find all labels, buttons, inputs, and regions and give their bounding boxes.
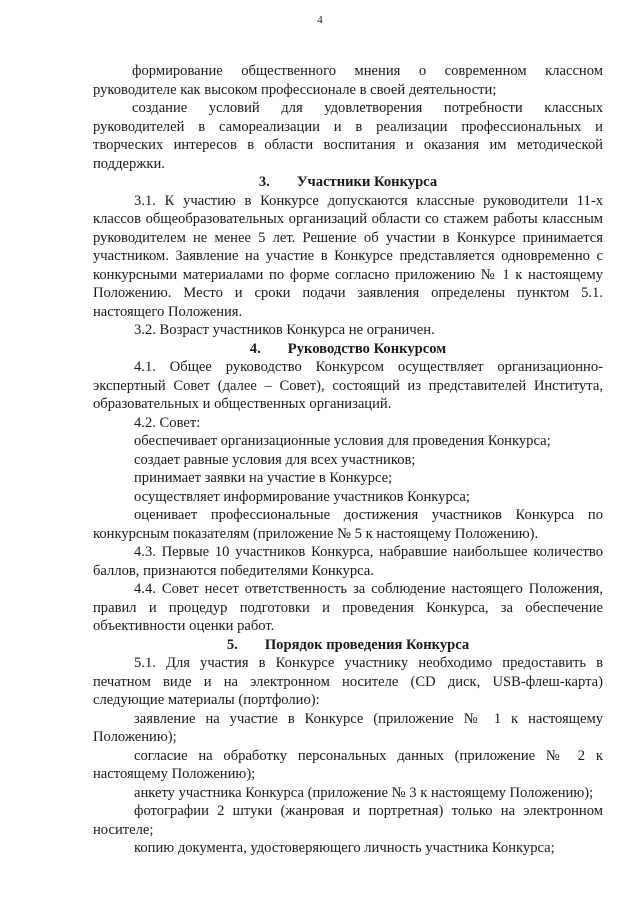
paragraph: фотографии 2 штуки (жанровая и портретная) только на электронном носителе; <box>93 803 603 838</box>
paragraph: 4.2. Совет: <box>134 414 201 431</box>
page-number: 4 <box>317 14 323 26</box>
section-heading <box>93 340 603 359</box>
section-heading <box>93 636 603 655</box>
paragraph: 4.4. Совет несет ответственность за соблюдение настоящего Положения, правил и процедур подготовки и проведения Конкурса, за обеспечение объективности оценки работ. <box>93 581 603 634</box>
section-heading <box>93 173 603 192</box>
paragraph: формирование общественного мнения о современном классном руководителе как высоком профессионале в своей деятельности; <box>93 63 603 98</box>
paragraph: принимает заявки на участие в Конкурсе; <box>134 470 393 486</box>
paragraph: копию документа, удостоверяющего личность участника Конкурса; <box>134 840 555 856</box>
paragraph: создает равные условия для всех участников; <box>134 451 416 468</box>
section-title: Участники Конкурса <box>296 174 438 190</box>
paragraph: заявление на участие в Конкурсе (приложение № 1 к настоящему Положению); <box>93 710 603 745</box>
paragraph: оценивает профессиональные достижения участников Конкурса по конкурсным показателям (приложение № 5 к настоящему Положению). <box>93 507 603 542</box>
paragraph: согласие на обработку персональных данных (приложение № 2 к настоящему Положению); <box>93 747 603 782</box>
paragraph: 5.1. Для участия в Конкурсе участнику необходимо предоставить в печатном виде и на электронном носителе (CD диск, USB-флеш-карта) следующие материалы (портфолио): <box>93 655 603 708</box>
paragraph: 3.2. Возраст участников Конкурса не ограничен. <box>134 322 435 338</box>
section-title: Порядок проведения Конкурса <box>264 636 470 653</box>
paragraph: 3.1. К участию в Конкурсе допускаются классные руководители 11-х классов общеобразовательных организаций области со стажем работы классным руководителем не менее 5 лет. Решение об участии в Конкурсе принимается участником. Заявление на участие в Конкурсе представляется одновременно с конкурсными материалами по форме согласно приложению № 1 к настоящему Положению. Место и сроки подачи заявления определены пунктом 5.1. настоящего Положения. <box>93 192 603 320</box>
paragraph: 4.1. Общее руководство Конкурсом осуществляет организационно-экспертный Совет (далее – Совет), состоящий из представителей Института, образовательных и общественных организаций. <box>93 359 603 412</box>
section-number: 4. <box>249 340 261 357</box>
section-number: 5. <box>226 636 238 653</box>
paragraph: анкету участника Конкурса (приложение № 3 к настоящему Положению); <box>134 784 594 801</box>
section-number: 3. <box>258 174 270 190</box>
paragraph: 4.3. Первые 10 участников Конкурса, набравшие наибольшее количество баллов, признаются победителями Конкурса. <box>93 544 603 579</box>
paragraph: создание условий для удовлетворения потребности классных руководителей в самореализации и в реализации профессиональных и творческих интересов в области воспитания и оказания им методической поддержки. <box>93 100 603 172</box>
document-body <box>93 62 603 858</box>
paragraph: осуществляет информирование участников Конкурса; <box>134 488 470 505</box>
paragraph: обеспечивает организационные условия для проведения Конкурса; <box>134 433 551 449</box>
section-title: Руководство Конкурсом <box>287 340 447 357</box>
